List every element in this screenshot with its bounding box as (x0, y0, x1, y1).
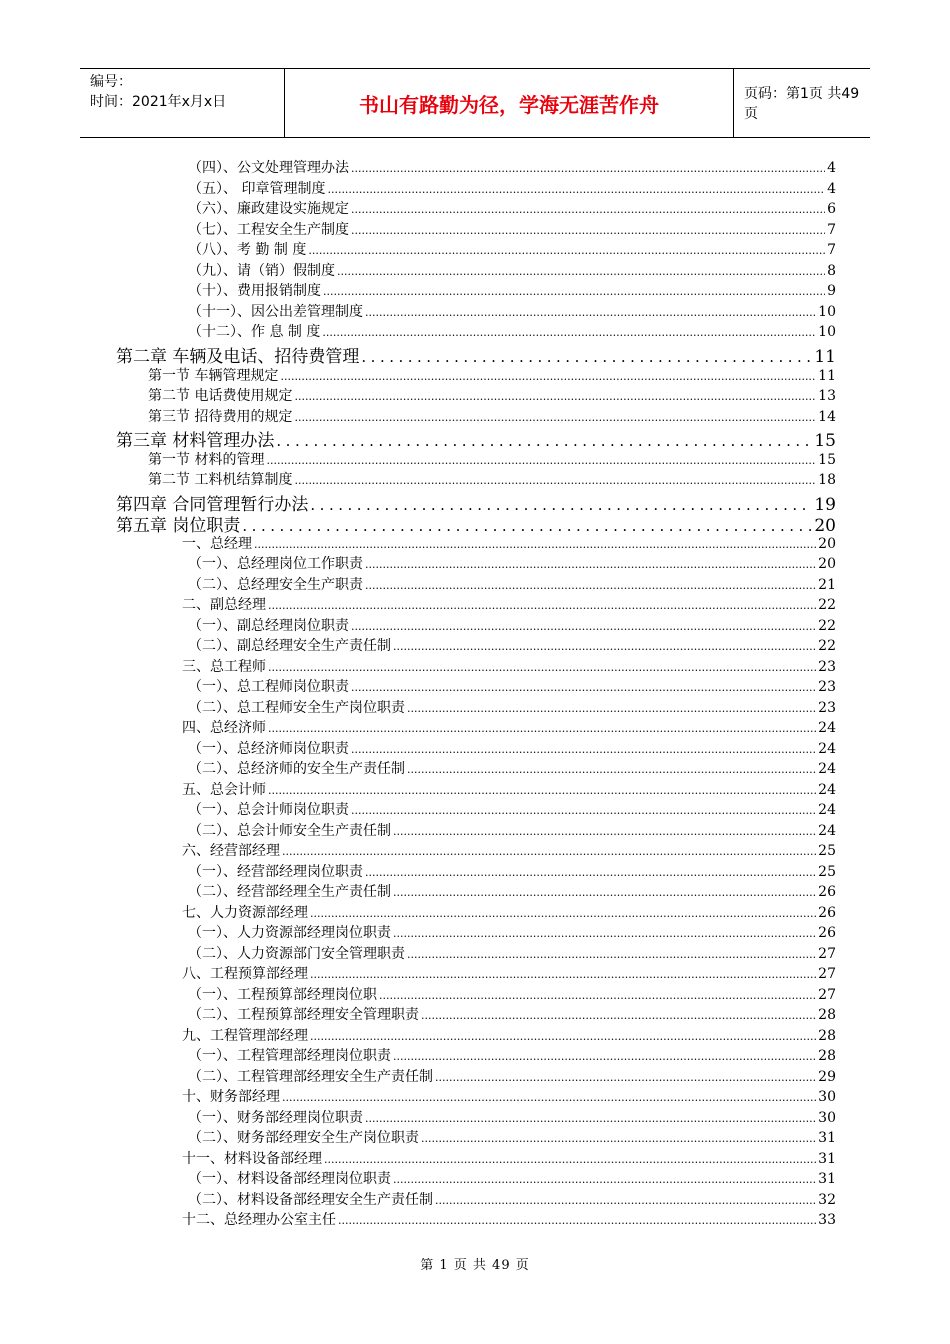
toc-entry-label: 十二、总经理办公室主任 (182, 1212, 336, 1228)
toc-dot-leader (351, 222, 825, 238)
toc-dot-leader (337, 263, 825, 279)
toc-entry-label: 第三章 材料管理办法 (116, 431, 275, 451)
toc-entry-page-number: 11 (818, 367, 836, 384)
toc-entry-page-number: 20 (818, 535, 836, 552)
toc-entry-page-number: 25 (818, 863, 836, 880)
toc-entry-label: 二、副总经理 (182, 597, 266, 613)
document-date: 时间：2021年x月x日 (90, 94, 227, 110)
toc-chapter-entry[interactable] (116, 342, 836, 367)
toc-dot-leader (282, 843, 816, 859)
toc-entry-page-number: 8 (827, 262, 836, 279)
toc-dot-leader (308, 242, 825, 258)
toc-entry-label: 五、总会计师 (182, 781, 266, 798)
toc-dot-leader (365, 577, 816, 593)
toc-dot-leader (310, 1028, 816, 1044)
toc-entry[interactable] (188, 1107, 836, 1128)
toc-entry[interactable] (188, 178, 836, 199)
toc-entry-label: （一）、总工程师岗位职责 (188, 679, 349, 695)
toc-entry-label: （十一）、因公出差管理制度 (188, 303, 363, 320)
toc-entry-label: 第一节 材料的管理 (148, 451, 265, 468)
toc-entry-label: （一）、总会计师岗位职责 (188, 802, 349, 818)
toc-chapter-entry[interactable] (116, 426, 836, 451)
toc-entry[interactable] (188, 738, 836, 759)
toc-dot-leader (268, 720, 816, 736)
toc-dot-leader (393, 1171, 816, 1187)
toc-entry[interactable] (188, 635, 836, 656)
toc-dot-leader (351, 201, 825, 217)
toc-entry[interactable] (188, 922, 836, 943)
toc-entry[interactable] (182, 1148, 836, 1169)
toc-entry-label: 四、总经济师 (182, 720, 266, 736)
toc-dot-leader (421, 1007, 816, 1023)
toc-dot-leader (338, 1212, 816, 1228)
toc-entry-label: （二）、工程管理部经理安全生产责任制 (188, 1068, 433, 1085)
toc-entry-page-number: 7 (827, 221, 836, 238)
toc-entry-page-number: 4 (827, 180, 836, 197)
toc-entry-label: 十、财务部经理 (182, 1089, 280, 1105)
toc-entry[interactable] (188, 984, 836, 1005)
toc-entry-label: 第五章 岗位职责 (116, 516, 241, 536)
toc-entry-page-number: 32 (818, 1191, 836, 1208)
toc-entry-page-number: 13 (818, 388, 836, 404)
toc-dot-leader (407, 761, 816, 777)
toc-entry-page-number: 33 (818, 1212, 836, 1228)
toc-entry-label: （二）、总经理安全生产职责 (188, 576, 363, 593)
toc-entry-page-number: 24 (818, 781, 836, 798)
toc-entry[interactable] (188, 1127, 836, 1148)
toc-section-entry[interactable] (148, 385, 836, 406)
toc-dot-leader (351, 618, 816, 634)
toc-dot-leader (407, 700, 816, 716)
toc-entry-page-number: 9 (827, 283, 836, 299)
toc-entry-page-number: 15 (814, 431, 836, 451)
toc-entry[interactable] (182, 963, 836, 984)
toc-entry-page-number: 27 (818, 966, 836, 982)
toc-dot-leader (294, 472, 816, 488)
toc-entry-label: （一）、总经济师岗位职责 (188, 740, 349, 757)
toc-entry[interactable] (182, 656, 836, 677)
toc-dot-leader (393, 884, 816, 900)
toc-dot-leader (393, 1048, 816, 1064)
toc-dot-leader (421, 1130, 816, 1146)
toc-dot-leader (322, 324, 816, 340)
header-motto: 书山有路勤为径，学海无涯苦作舟 (284, 69, 734, 137)
toc-entry-label: 八、工程预算部经理 (182, 966, 308, 982)
toc-entry-page-number: 28 (818, 1007, 836, 1023)
toc-dot-leader (435, 1192, 816, 1208)
toc-entry-page-number: 24 (818, 761, 836, 777)
toc-entry-label: 七、人力资源部经理 (182, 904, 308, 921)
toc-dot-leader (268, 659, 816, 675)
toc-entry-label: （四）、公文处理管理办法 (188, 160, 349, 176)
toc-entry[interactable] (188, 943, 836, 964)
toc-dot-leader (266, 452, 816, 468)
toc-entry-page-number: 14 (818, 408, 836, 425)
toc-dot-leader (351, 160, 825, 176)
toc-entry-page-number: 24 (818, 802, 836, 818)
toc-entry[interactable] (188, 239, 836, 260)
toc-dot-leader (351, 741, 816, 757)
toc-entry[interactable] (188, 219, 836, 240)
toc-entry-label: （七）、工程安全生产制度 (188, 221, 349, 238)
document-number-label: 编号： (90, 74, 132, 90)
toc-entry[interactable] (188, 280, 836, 301)
toc-entry-page-number: 27 (818, 986, 836, 1003)
toc-entry-label: （二）、经营部经理全生产责任制 (188, 884, 391, 900)
toc-entry-label: （五）、 印章管理制度 (188, 180, 326, 197)
toc-section-entry[interactable] (148, 406, 836, 427)
toc-entry-label: （二）、材料设备部经理安全生产责任制 (188, 1191, 433, 1208)
toc-entry-label: （二）、总工程师安全生产岗位职责 (188, 699, 405, 716)
toc-entry-label: （一）、材料设备部经理岗位职责 (188, 1171, 391, 1187)
toc-dot-leader (407, 946, 816, 962)
toc-entry[interactable] (188, 799, 836, 820)
toc-entry[interactable] (188, 157, 836, 178)
toc-section-entry[interactable] (148, 365, 836, 386)
toc-dot-leader (254, 536, 816, 552)
toc-entry-page-number: 23 (818, 679, 836, 695)
toc-entry-label: （二）、总经济师的安全生产责任制 (188, 761, 405, 777)
toc-entry-label: （一）、总经理岗位工作职责 (188, 556, 363, 572)
toc-dot-leader (393, 823, 816, 839)
toc-entry-page-number: 28 (818, 1048, 836, 1064)
page-footer: 第 1 页 共 49 页 (420, 1258, 530, 1273)
toc-entry[interactable] (188, 1004, 836, 1025)
toc-dot-leader (324, 1151, 816, 1167)
toc-entry-page-number: 27 (818, 945, 836, 962)
toc-entry-page-number: 28 (818, 1027, 836, 1044)
toc-entry-page-number: 19 (814, 494, 836, 515)
toc-entry-label: （一）、人力资源部经理岗位职责 (188, 925, 391, 941)
toc-entry[interactable] (188, 1168, 836, 1189)
toc-dot-leader (327, 181, 825, 197)
toc-entry[interactable] (188, 615, 836, 636)
header-page-info: 页码：第1页 共49页 (744, 86, 860, 122)
toc-entry[interactable] (188, 758, 836, 779)
toc-entry-page-number: 11 (814, 347, 836, 367)
toc-entry[interactable] (182, 533, 836, 554)
toc-entry-label: （二）、人力资源部门安全管理职责 (188, 945, 405, 962)
toc-chapter-entry[interactable] (116, 490, 836, 515)
toc-dot-leader (435, 1069, 816, 1085)
toc-entry-page-number: 26 (818, 884, 836, 900)
toc-entry-page-number: 22 (818, 638, 836, 654)
toc-entry-label: 三、总工程师 (182, 658, 266, 675)
toc-entry-page-number: 10 (818, 303, 836, 320)
toc-entry-page-number: 31 (818, 1150, 836, 1167)
toc-section-entry[interactable] (148, 449, 836, 470)
toc-dot-leader (310, 966, 816, 982)
toc-entry-label: （一）、财务部经理岗位职责 (188, 1109, 363, 1126)
toc-dot-leader (365, 556, 816, 572)
toc-entry-label: （十）、费用报销制度 (188, 283, 321, 299)
toc-dot-leader (268, 597, 816, 613)
toc-entry-label: 六、经营部经理 (182, 843, 280, 859)
toc-entry[interactable] (188, 676, 836, 697)
toc-entry[interactable] (188, 820, 836, 841)
toc-entry[interactable] (182, 1025, 836, 1046)
toc-dot-leader (310, 905, 816, 921)
toc-entry-page-number: 30 (818, 1109, 836, 1126)
toc-entry-page-number: 29 (818, 1068, 836, 1085)
toc-entry[interactable] (182, 840, 836, 861)
toc-entry-page-number: 20 (818, 556, 836, 572)
toc-entry-page-number: 26 (818, 925, 836, 941)
toc-entry-page-number: 20 (814, 516, 836, 536)
toc-entry-label: （八）、考 勤 制 度 (188, 242, 307, 258)
toc-entry-label: （六）、廉政建设实施规定 (188, 201, 349, 217)
toc-entry-label: 第二章 车辆及电话、招待费管理 (116, 347, 360, 367)
toc-entry-label: （一）、经营部经理岗位职责 (188, 863, 363, 880)
toc-entry-label: （二）、副总经理安全生产责任制 (188, 638, 391, 654)
toc-entry-page-number: 10 (818, 324, 836, 340)
toc-entry-page-number: 24 (818, 822, 836, 839)
toc-entry-label: （二）、总会计师安全生产责任制 (188, 822, 391, 839)
toc-entry[interactable] (188, 697, 836, 718)
toc-dot-leader (365, 304, 816, 320)
toc-entry-page-number: 31 (818, 1130, 836, 1146)
toc-entry-page-number: 22 (818, 617, 836, 634)
toc-entry[interactable] (188, 198, 836, 219)
toc-dot-leader (280, 368, 816, 384)
toc-entry-page-number: 23 (818, 699, 836, 716)
toc-dot-leader (294, 388, 816, 404)
toc-entry[interactable] (188, 1066, 836, 1087)
toc-entry-label: （十二）、作 息 制 度 (188, 324, 321, 340)
toc-dot-leader (393, 925, 816, 941)
toc-chapter-entry[interactable] (116, 511, 836, 536)
toc-entry-page-number: 18 (818, 472, 836, 488)
toc-entry-page-number: 31 (818, 1171, 836, 1187)
toc-dot-leader (365, 1110, 816, 1126)
toc-entry-page-number: 24 (818, 720, 836, 736)
toc-entry-page-number: 30 (818, 1089, 836, 1105)
toc-entry[interactable] (188, 553, 836, 574)
toc-dot-leader (268, 782, 816, 798)
toc-entry-page-number: 22 (818, 597, 836, 613)
toc-entry-label: 第四章 合同管理暂行办法 (116, 494, 309, 515)
toc-entry[interactable] (188, 301, 836, 322)
toc-dot-leader (351, 802, 816, 818)
toc-entry[interactable] (188, 881, 836, 902)
toc-dot-leader (282, 1089, 816, 1105)
toc-entry[interactable] (182, 902, 836, 923)
toc-dot-leader (294, 409, 816, 425)
toc-entry-page-number: 26 (818, 904, 836, 921)
toc-entry-label: 第二节 工料机结算制度 (148, 472, 293, 488)
toc-entry[interactable] (182, 717, 836, 738)
toc-dot-leader (351, 679, 816, 695)
toc-entry[interactable] (188, 321, 836, 342)
toc-entry-label: （一）、工程预算部经理岗位职 (188, 986, 377, 1003)
toc-entry[interactable] (188, 1189, 836, 1210)
toc-dot-leader (379, 987, 816, 1003)
toc-entry-page-number: 15 (818, 451, 836, 468)
toc-entry-page-number: 7 (827, 242, 836, 258)
toc-entry-label: 十一、材料设备部经理 (182, 1150, 322, 1167)
toc-entry-page-number: 21 (818, 576, 836, 593)
toc-entry-label: 第一节 车辆管理规定 (148, 367, 279, 384)
toc-dot-leader (323, 283, 825, 299)
toc-entry-label: （九）、请（销）假制度 (188, 262, 335, 279)
toc-section-entry[interactable] (148, 469, 836, 490)
toc-entry-page-number: 25 (818, 843, 836, 859)
toc-entry-page-number: 23 (818, 658, 836, 675)
toc-entry[interactable] (182, 594, 836, 615)
toc-entry[interactable] (182, 1086, 836, 1107)
toc-entry[interactable] (188, 861, 836, 882)
toc-entry-label: （一）、工程管理部经理岗位职责 (188, 1048, 391, 1064)
toc-entry-page-number: 6 (827, 201, 836, 217)
toc-entry-label: 第三节 招待费用的规定 (148, 408, 293, 425)
toc-entry[interactable] (188, 260, 836, 281)
toc-entry-label: 一、总经理 (182, 535, 252, 552)
toc-entry-page-number: 4 (827, 160, 836, 176)
toc-entry-label: 第二节 电话费使用规定 (148, 388, 293, 404)
header-left-cell (80, 69, 284, 137)
toc-entry-label: （二）、工程预算部经理安全管理职责 (188, 1007, 419, 1023)
toc-entry-page-number: 24 (818, 740, 836, 757)
toc-entry-label: （二）、财务部经理安全生产岗位职责 (188, 1130, 419, 1146)
toc-entry[interactable] (182, 779, 836, 800)
toc-entry[interactable] (182, 1209, 836, 1230)
toc-entry[interactable] (188, 1045, 836, 1066)
toc-entry-label: 九、工程管理部经理 (182, 1027, 308, 1044)
toc-entry-label: （一）、副总经理岗位职责 (188, 617, 349, 634)
toc-dot-leader (365, 864, 816, 880)
toc-dot-leader (393, 638, 816, 654)
toc-entry[interactable] (188, 574, 836, 595)
page-header (80, 68, 870, 138)
